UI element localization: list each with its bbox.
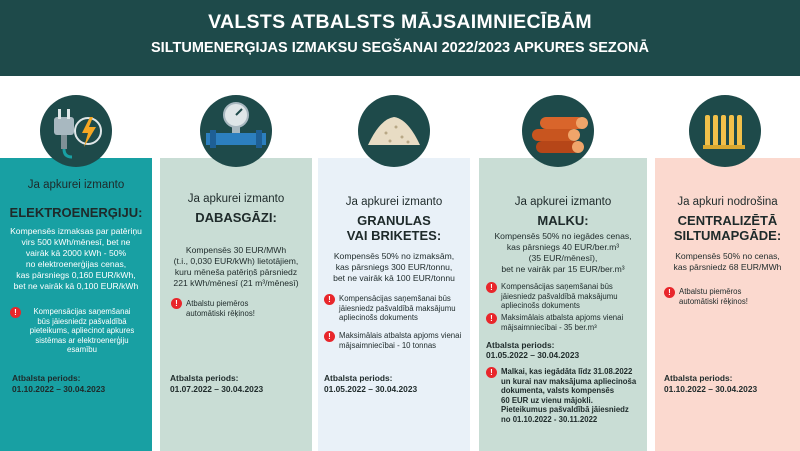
- body-central-heating: [655, 251, 800, 273]
- note-line: apliecinošs dokuments: [501, 301, 580, 311]
- period-label: Atbalsta periods:: [12, 373, 81, 383]
- body-line: bet ne vairāk kā 100 EUR/tonnu: [333, 273, 455, 283]
- note-firewood-1: [501, 282, 645, 311]
- note-line: Maksimālais atbalsta apjoms vienai: [501, 313, 624, 322]
- heading-line: CENTRALIZĒTĀ: [677, 213, 778, 228]
- pellet-pile-icon: [358, 95, 430, 167]
- heading-pellets: [318, 213, 470, 243]
- heading-gas: DABASGĀZI:: [195, 210, 277, 225]
- period-dates: 01.10.2022 – 30.04.2023: [664, 384, 758, 394]
- lead-text: Ja apkurei izmanto: [345, 196, 443, 208]
- column-electricity: [0, 158, 152, 451]
- body-line: no elektroenerģijas cenas,: [25, 259, 127, 269]
- period-dates: 01.05.2022 – 30.04.2023: [324, 384, 418, 394]
- note-line: automātiski rēķinos!: [186, 308, 255, 318]
- period-dates: 01.10.2022 – 30.04.2023: [12, 384, 106, 394]
- note-line: apliecinošs dokuments: [339, 313, 418, 323]
- gas-pipe-meter-icon: [200, 95, 272, 167]
- lead-text: Ja apkurei izmanto: [27, 179, 125, 191]
- warning-icon: !: [171, 298, 182, 309]
- body-gas: [160, 245, 312, 289]
- heading-central-heating: [655, 213, 800, 243]
- period-label: Atbalsta periods:: [486, 340, 555, 350]
- note-line: mājsaimniecībai - 35 ber.m³: [501, 322, 597, 332]
- note-line: būs jāiesniedz pašvaldībā: [37, 316, 127, 326]
- warning-icon: !: [324, 294, 335, 305]
- note-central-heating: [679, 287, 795, 306]
- body-line: Kompensēs 50% no cenas,: [675, 251, 780, 261]
- lead-text: Ja apkuri nodrošina: [677, 196, 778, 208]
- note-line: Pieteikumus pašvaldībā jāiesniedz: [501, 405, 629, 415]
- note-line: jāiesniedz pašvaldībā maksājumu: [501, 291, 618, 301]
- body-line: 221 kWh/mēnesī (21 m³/mēnesī): [173, 278, 299, 288]
- note-line: Kompensācijas saņemšanai būs: [339, 294, 451, 303]
- body-line: bet ne vairāk kā 0,100 EUR/kWh: [13, 281, 139, 291]
- note-line: no 01.10.2022 - 30.11.2022: [501, 414, 598, 424]
- note-line: jāiesniedz pašvaldībā maksājumu: [339, 303, 456, 313]
- body-line: (35 EUR/mēnesī),: [528, 253, 598, 263]
- note-line: automātiski rēķinos!: [679, 296, 748, 306]
- note-pellets-1: [339, 294, 469, 323]
- body-line: (t.i., 0,030 EUR/kWh) lietotājiem,: [173, 256, 299, 266]
- note-line: esamību: [67, 345, 97, 355]
- note-gas: [186, 299, 306, 318]
- lead-text: Ja apkurei izmanto: [514, 196, 612, 208]
- warning-icon: !: [486, 313, 497, 324]
- note-firewood-extra: [501, 367, 647, 425]
- heading-firewood: MALKU:: [537, 213, 589, 228]
- note-line: Atbalstu piemēros: [186, 299, 249, 308]
- note-line: Maksimālais atbalsta apjoms vienai: [339, 331, 462, 340]
- note-electricity: [12, 307, 152, 355]
- body-line: vairāk kā 2000 kWh - 50%: [25, 248, 127, 258]
- body-line: kas pārsniegs 40 EUR/ber.m³: [506, 242, 620, 252]
- plug-lightning-icon: [40, 95, 112, 167]
- page-title: VALSTS ATBALSTS MĀJSAIMNIECĪBĀM: [208, 11, 592, 33]
- period-label: Atbalsta periods:: [324, 373, 393, 383]
- period-dates: 01.07.2022 – 30.04.2023: [170, 384, 264, 394]
- heading-electricity: ELEKTROENERĢIJU:: [9, 205, 143, 220]
- period-label: Atbalsta periods:: [664, 373, 733, 383]
- body-electricity: [2, 226, 150, 292]
- firewood-logs-icon: [522, 95, 594, 167]
- header-banner: [0, 0, 800, 76]
- heading-line: VAI BRIKETES:: [346, 228, 442, 243]
- body-line: Kompensēs izmaksas par patēriņu: [10, 226, 142, 236]
- body-firewood: [479, 231, 647, 275]
- body-line: kas pārsniedz 68 EUR/MWh: [673, 262, 782, 272]
- body-line: Kompensēs 30 EUR/MWh: [185, 245, 287, 255]
- period-label: Atbalsta periods:: [170, 373, 239, 383]
- note-firewood-2: [501, 313, 645, 332]
- lead-text: Ja apkurei izmanto: [187, 193, 285, 205]
- note-line: pieteikums, apliecinot apkures: [29, 326, 135, 336]
- warning-icon: !: [486, 282, 497, 293]
- note-line: Kompensācijas saņemšanai būs: [501, 282, 613, 291]
- body-line: kuru mēneša patēriņš pārsniedz: [174, 267, 298, 277]
- body-line: kas pārsniegs 300 EUR/tonnu,: [335, 262, 453, 272]
- body-line: virs 500 kWh/mēnesī, bet ne: [21, 237, 131, 247]
- note-line: un kurai nav maksājuma apliecinoša: [501, 376, 637, 386]
- warning-icon: !: [486, 367, 497, 378]
- warning-icon: !: [664, 287, 675, 298]
- warning-icon: !: [324, 331, 335, 342]
- note-line: Malkai, kas iegādāta līdz 31.08.2022: [501, 367, 633, 376]
- note-pellets-2: [339, 331, 469, 350]
- radiator-icon: [689, 95, 761, 167]
- note-line: mājsaimniecībai - 10 tonnas: [339, 340, 437, 350]
- note-line: dokumenta, valsts kompensēs: [501, 386, 615, 396]
- body-line: kas pārsniegs 0,160 EUR/kWh,: [16, 270, 136, 280]
- note-line: 60 EUR uz vienu mājokli.: [501, 395, 593, 405]
- body-pellets: [318, 251, 470, 284]
- body-line: bet ne vairāk par 15 EUR/ber.m³: [501, 264, 625, 274]
- body-line: Kompensēs 50% no izmaksām,: [333, 251, 455, 261]
- page-subtitle: SILTUMENERĢIJAS IZMAKSU SEGŠANAI 2022/2023 APKURES SEZONĀ: [151, 40, 649, 56]
- heading-line: GRANULAS: [357, 213, 431, 228]
- note-line: sistēmas ar elektroenerģiju: [35, 335, 129, 345]
- note-line: Atbalstu piemēros: [679, 287, 742, 296]
- note-line: Kompensācijas saņemšanai: [33, 307, 131, 316]
- heading-line: SILTUMAPGĀDE:: [673, 228, 782, 243]
- period-dates: 01.05.2022 – 30.04.2023: [486, 350, 580, 360]
- body-line: Kompensēs 50% no iegādes cenas,: [494, 231, 632, 241]
- warning-icon: !: [10, 307, 21, 318]
